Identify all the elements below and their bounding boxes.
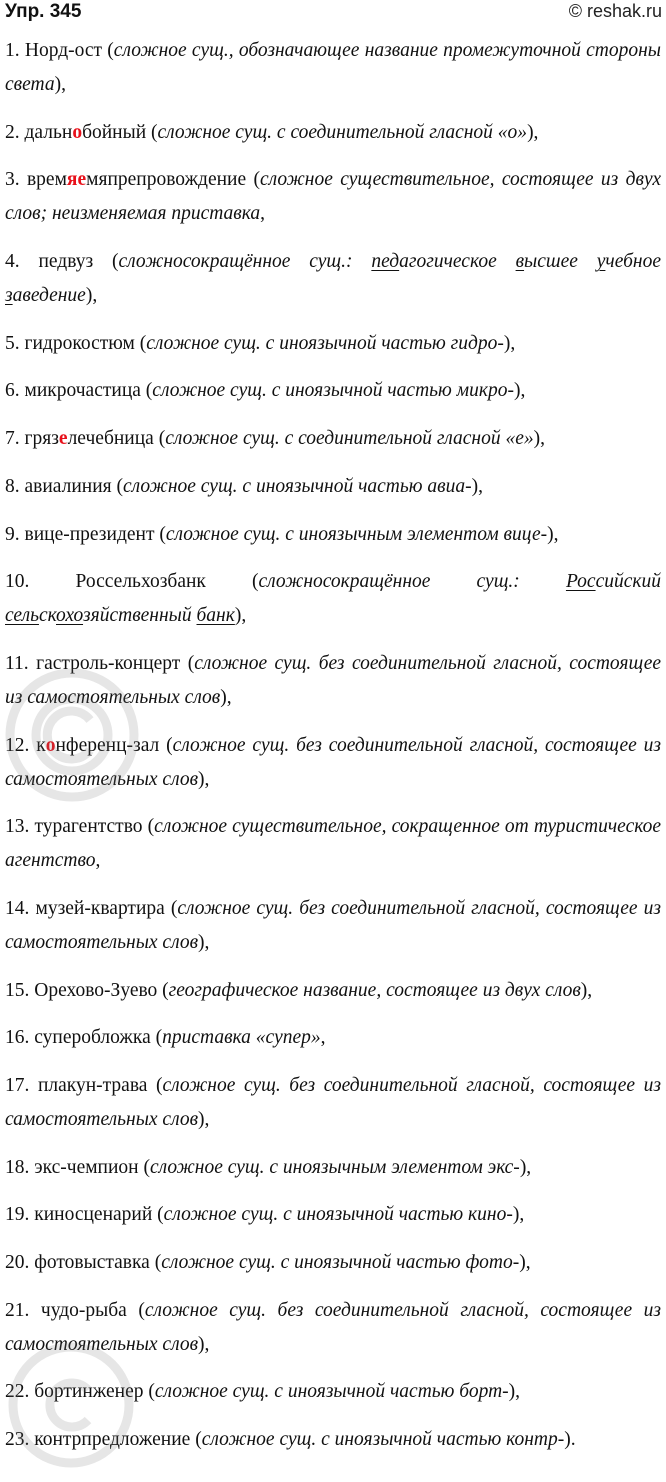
item-punctuation: ),	[85, 285, 98, 307]
item-punctuation: ),	[533, 428, 546, 450]
item-gap	[5, 1055, 661, 1069]
exercise-item: 19. киносценарий (сложное сущ. с иноязычной частью кино-),	[5, 1204, 525, 1226]
exercise-item: 9. вице-президент (сложное сущ. с иноязычным элементом вице-),	[5, 523, 559, 545]
item-punctuation: ),	[512, 1204, 525, 1226]
item-gap	[5, 1185, 661, 1199]
exercise-item: 15. Орехово-Зуево (географическое название, состоящее из двух слов),	[5, 979, 593, 1001]
item-number: 23.	[5, 1429, 30, 1451]
item-explanation: сложное сущ. без соединительной гласной, состоящее из самостоятельных слов	[5, 734, 662, 790]
item-word: вице-президент	[24, 523, 155, 545]
exercise-item: 16. суперобложка (приставка «супер»,	[5, 1027, 326, 1049]
exercise-item: 18. экс-чемпион (сложное сущ. с иноязычным элементом экс-),	[5, 1156, 532, 1178]
item-punctuation: ),	[198, 1109, 210, 1130]
item-word: авиалиния	[24, 475, 112, 497]
item-number: 8.	[5, 475, 20, 497]
item-word: бортинженер	[34, 1381, 144, 1403]
underlined-part: сель	[5, 605, 39, 627]
highlighted-letter: о	[72, 121, 83, 143]
item-punctuation: ),	[198, 1333, 210, 1355]
item-punctuation: ),	[580, 979, 593, 1001]
item-gap	[5, 408, 661, 422]
exercise-item: 5. гидрокостюм (сложное сущ. с иноязычной частью гидро-),	[5, 332, 516, 354]
highlighted-letter: о	[45, 734, 56, 756]
item-gap	[5, 231, 661, 245]
item-explanation: приставка «супер»	[162, 1027, 321, 1049]
item-explanation: сложное сущ. без соединительной гласной, состоящее из самостоятельных слов	[5, 652, 662, 708]
item-word: Норд-ост	[24, 40, 103, 61]
item-word: гастроль-концерт	[36, 652, 181, 674]
exercise-content	[5, 34, 661, 1457]
item-number: 21.	[5, 1299, 30, 1321]
item-gap	[5, 456, 661, 470]
item-punctuation: ,	[95, 850, 101, 872]
item-gap	[5, 1137, 661, 1151]
exercise-title: Упр. 345	[5, 1, 82, 22]
item-number: 2.	[5, 121, 20, 143]
item-punctuation: ),	[503, 332, 516, 354]
item-word: педвуз	[38, 251, 94, 273]
item-gap	[5, 715, 661, 729]
item-word: контрпредложение	[34, 1429, 191, 1451]
exercise-item: 3. времяемяпрепровождение (сложное существительное, состоящее из двух слов; неизменяемая приставка,	[5, 169, 662, 225]
item-punctuation: ),	[519, 1252, 531, 1274]
item-gap	[5, 102, 661, 116]
exercise-item: 17. плакун-трава (сложное сущ. без соединительной гласной, состоящее из самостоятельных слов),	[5, 1075, 661, 1130]
item-number: 17.	[5, 1075, 30, 1096]
item-number: 9.	[5, 523, 20, 545]
item-punctuation: ),	[198, 931, 210, 953]
item-number: 1.	[5, 40, 20, 61]
item-word: гидрокостюм	[24, 332, 135, 354]
item-punctuation: ),	[54, 74, 66, 95]
highlighted-letter: е	[58, 428, 68, 450]
item-explanation: сложное сущ. без соединительной гласной, состоящее из самостоятельных слов	[5, 1299, 661, 1355]
highlighted-letter: я	[66, 169, 78, 191]
item-gap	[5, 361, 661, 375]
item-explanation: сложное сущ. с иноязычной частью фото-	[161, 1252, 520, 1274]
item-explanation: сложное сущ. без соединительной гласной, состоящее из самостоятельных слов	[5, 897, 662, 953]
item-gap	[5, 313, 661, 327]
page-header	[0, 0, 666, 30]
item-word: плакун-трава	[37, 1075, 148, 1096]
underlined-part: пед	[371, 251, 400, 273]
site-credit: © reshak.ru	[568, 1, 662, 21]
underlined-part: з	[5, 285, 13, 307]
item-number: 7.	[5, 428, 20, 450]
item-word: Орехово-Зуево	[34, 979, 158, 1001]
item-number: 18.	[5, 1156, 30, 1178]
item-punctuation: ),	[547, 523, 559, 545]
item-word: турагентство	[34, 816, 143, 838]
item-word: дальнобойный	[24, 121, 147, 143]
underlined-part: у	[596, 251, 606, 273]
item-number: 22.	[5, 1381, 30, 1403]
item-punctuation: ),	[234, 605, 247, 627]
item-number: 3.	[5, 169, 20, 191]
item-gap	[5, 1280, 661, 1294]
exercise-item: 7. грязелечебница (сложное сущ. с соединительной гласной «е»),	[5, 428, 546, 450]
exercise-item: 2. дальнобойный (сложное сущ. с соединительной гласной «о»),	[5, 121, 539, 143]
item-number: 10.	[5, 571, 30, 593]
item-number: 5.	[5, 332, 20, 354]
item-number: 14.	[5, 897, 30, 919]
item-gap	[5, 1362, 661, 1376]
item-explanation: сложное сущ. с иноязычным элементом вице-	[165, 523, 548, 545]
exercise-item: 22. бортинженер (сложное сущ. с иноязычной частью борт-),	[5, 1381, 521, 1403]
exercise-item: 1. Норд-ост (сложное сущ., обозначающее название промежуточной стороны света),	[5, 40, 661, 95]
item-explanation: сложное сущ. с иноязычной частью авиа-	[123, 475, 472, 497]
item-explanation: сложное существительное, состоящее из двух слов; неизменяемая приставка	[5, 169, 662, 225]
item-gap	[5, 797, 661, 811]
item-number: 11.	[5, 652, 29, 674]
item-explanation: географическое название, состоящее из двух слов	[168, 979, 581, 1001]
item-word: микрочастица	[24, 380, 141, 402]
item-word: чудо-рыба	[40, 1299, 127, 1321]
item-number: 4.	[5, 251, 20, 273]
item-punctuation: ).	[564, 1429, 576, 1451]
item-number: 20.	[5, 1252, 30, 1274]
underlined-part: охо	[56, 605, 84, 627]
item-word: киносценарий	[34, 1204, 153, 1226]
item-word: суперобложка	[34, 1027, 151, 1049]
item-punctuation: ),	[471, 475, 483, 497]
item-word: экс-чемпион	[34, 1156, 139, 1178]
item-punctuation: ,	[320, 1027, 326, 1049]
item-word: фотовыставка	[34, 1252, 150, 1274]
item-explanation: сложное сущ. без соединительной гласной, состоящее из самостоятельных слов	[5, 1075, 661, 1130]
exercise-item: 10. Россельхозбанк (сложносокращённое сущ.: Российский сельскохозяйственный банк),	[5, 571, 661, 627]
exercise-item: 11. гастроль-концерт (сложное сущ. без соединительной гласной, состоящее из самостоятельных слов),	[5, 652, 662, 708]
exercise-item: 8. авиалиния (сложное сущ. с иноязычной частью авиа-),	[5, 475, 483, 497]
item-explanation: сложное сущ. с иноязычной частью контр-	[201, 1429, 565, 1451]
item-explanation: сложное сущ. с соединительной гласной «о»	[157, 121, 528, 143]
item-gap	[5, 878, 661, 892]
item-number: 16.	[5, 1027, 30, 1049]
item-explanation: сложное сущ. с иноязычной частью кино-	[163, 1204, 513, 1226]
item-number: 19.	[5, 1204, 30, 1226]
item-explanation: сложное существительное, сокращенное от туристическое агентство	[5, 816, 662, 872]
item-gap	[5, 1232, 661, 1246]
item-explanation: сложносокращённое сущ.: педагогическое высшее учебное заведение	[5, 251, 662, 307]
exercise-item: 6. микрочастица (сложное сущ. с иноязычной частью микро-),	[5, 380, 526, 402]
item-explanation: сложное сущ. с соединительной гласной «е»	[165, 428, 534, 450]
item-gap	[5, 960, 661, 974]
exercise-item: 20. фотовыставка (сложное сущ. с иноязычной частью фото-),	[5, 1252, 531, 1274]
underlined-part: в	[515, 251, 525, 273]
item-punctuation: ),	[508, 1381, 521, 1403]
item-gap	[5, 1008, 661, 1022]
item-punctuation: ),	[519, 1156, 532, 1178]
highlighted-letter: е	[77, 169, 87, 191]
item-number: 13.	[5, 816, 30, 838]
exercise-item: 4. педвуз (сложносокращённое сущ.: педагогическое высшее учебное заведение),	[5, 251, 662, 307]
item-punctuation: ),	[527, 121, 539, 143]
item-explanation: сложное сущ. с иноязычной частью гидро-	[146, 332, 504, 354]
item-punctuation: ),	[220, 686, 232, 708]
exercise-item: 12. конференц-зал (сложное сущ. без соединительной гласной, состоящее из самостоятельных слов),	[5, 734, 662, 790]
underlined-part: Рос	[565, 571, 596, 593]
item-number: 12.	[5, 734, 30, 756]
item-number: 15.	[5, 979, 30, 1001]
item-gap	[5, 150, 661, 164]
item-punctuation: ),	[198, 768, 210, 790]
item-word: конференц-зал	[36, 734, 160, 756]
item-explanation: сложное сущ. с иноязычной частью борт-	[154, 1381, 509, 1403]
exercise-item: 14. музей-квартира (сложное сущ. без соединительной гласной, состоящее из самостоятельных слов),	[5, 897, 662, 953]
item-word: грязелечебница	[24, 428, 154, 450]
item-explanation: сложное сущ. с иноязычной частью микро-	[152, 380, 514, 402]
exercise-item: 13. турагентство (сложное существительное, сокращенное от туристическое агентство,	[5, 816, 662, 872]
item-punctuation: ),	[513, 380, 526, 402]
item-word: Россельхозбанк	[75, 571, 206, 593]
item-punctuation: ,	[260, 203, 266, 225]
item-gap	[5, 1409, 661, 1423]
item-explanation: сложносокращённое сущ.: Российский сельскохозяйственный банк	[5, 571, 661, 627]
item-word: музей-квартира	[35, 897, 165, 919]
item-gap	[5, 633, 661, 647]
underlined-part: банк	[196, 605, 235, 627]
item-gap	[5, 504, 661, 518]
item-number: 6.	[5, 380, 20, 402]
item-explanation: сложное сущ., обозначающее название промежуточной стороны света	[5, 40, 661, 95]
item-gap	[5, 552, 661, 566]
exercise-item: 23. контрпредложение (сложное сущ. с иноязычной частью контр-).	[5, 1429, 576, 1451]
item-explanation: сложное сущ. с иноязычным элементом экс-	[150, 1156, 520, 1178]
item-word: времяемяпрепровождение	[26, 169, 247, 191]
exercise-item: 21. чудо-рыба (сложное сущ. без соединительной гласной, состоящее из самостоятельных слов),	[5, 1299, 661, 1355]
